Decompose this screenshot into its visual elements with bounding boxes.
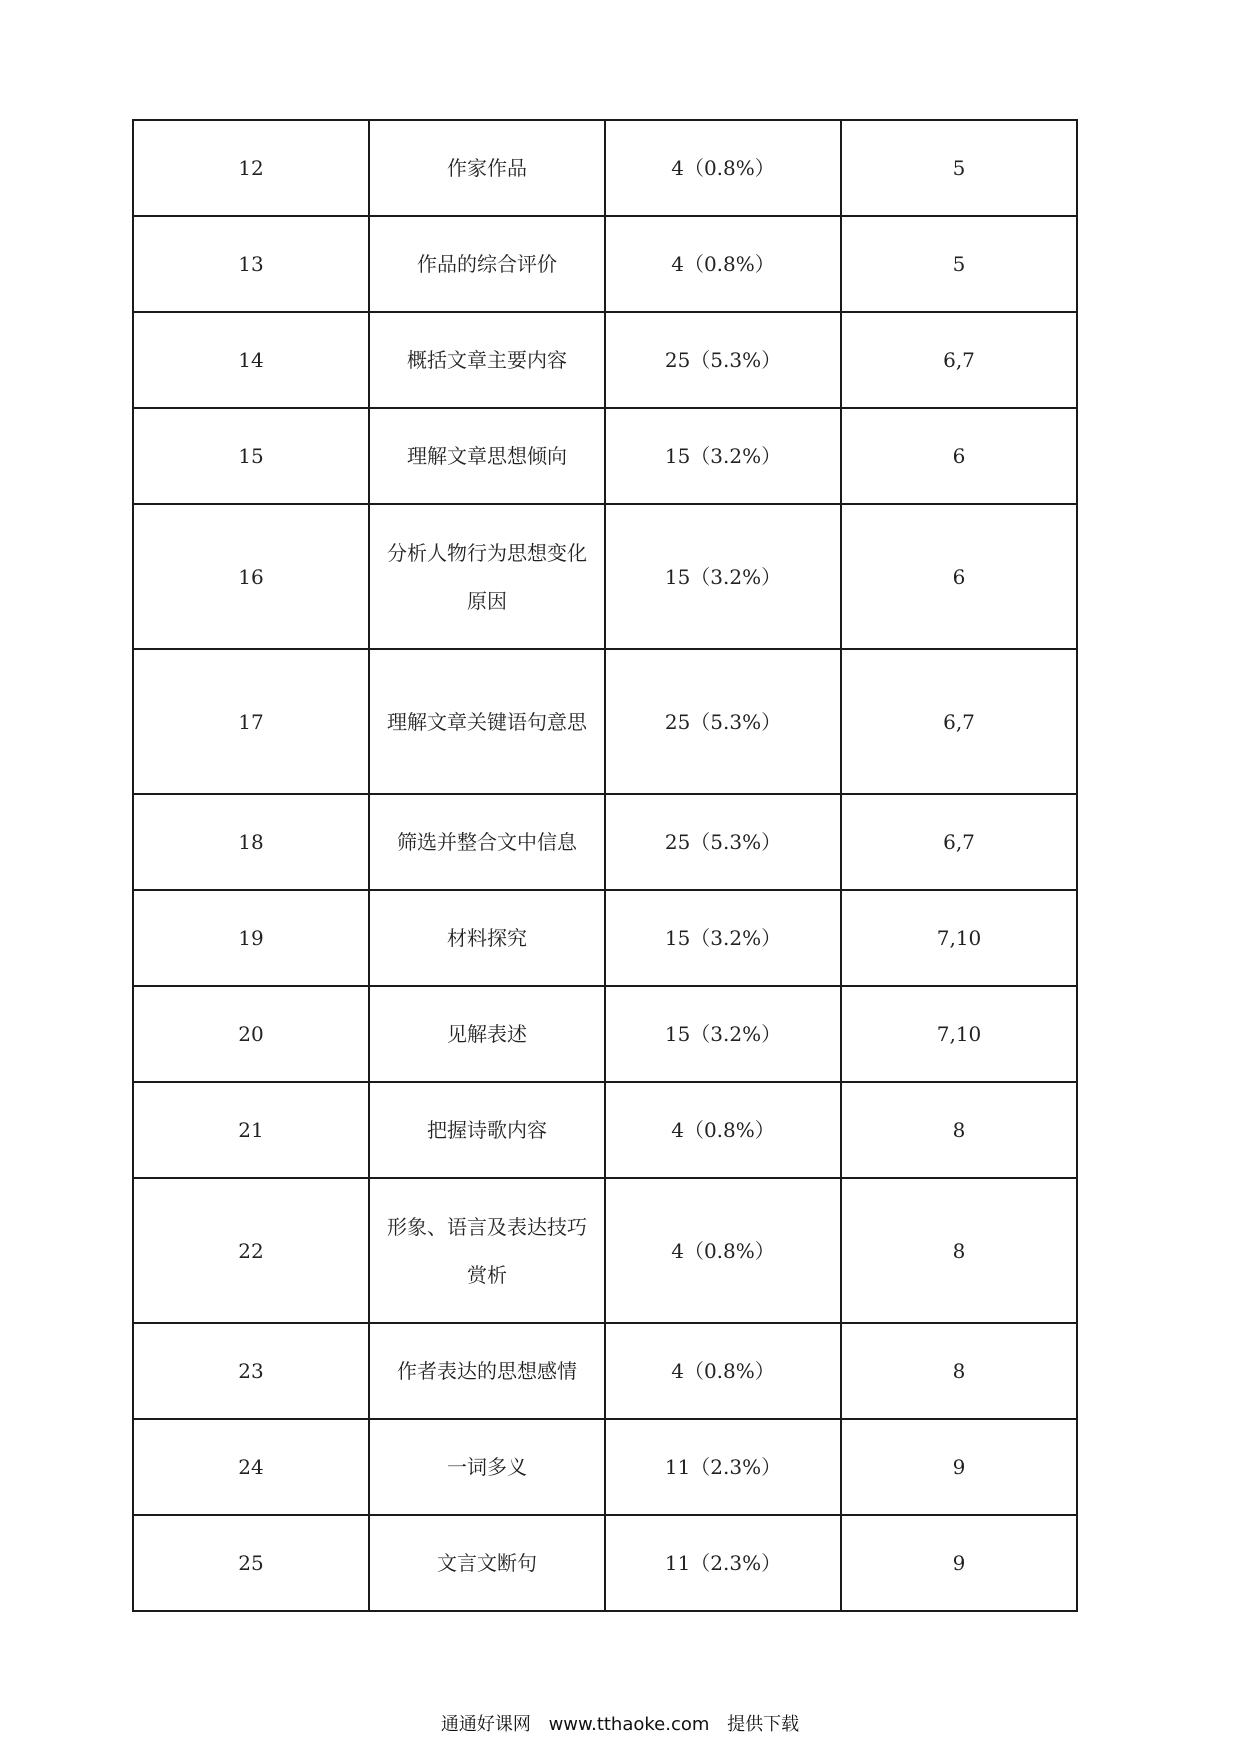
footer-url[interactable]: www.tthaoke.com [548,1714,710,1735]
cell-question-numbers: 8 [841,1323,1077,1419]
cell-question-numbers: 9 [841,1419,1077,1515]
cell-knowledge-item: 材料探究 [369,890,605,986]
cell-knowledge-item: 作家作品 [369,120,605,216]
cell-score: 11（2.3%） [605,1419,841,1515]
cell-knowledge-item: 分析人物行为思想变化原因 [369,504,605,649]
cell-number: 14 [133,312,369,408]
cell-number: 19 [133,890,369,986]
cell-score: 15（3.2%） [605,408,841,504]
cell-question-numbers: 6,7 [841,649,1077,794]
cell-question-numbers: 6 [841,408,1077,504]
cell-knowledge-item: 理解文章关键语句意思 [369,649,605,794]
cell-score: 4（0.8%） [605,120,841,216]
footer-download-text: 提供下载 [727,1714,800,1735]
knowledge-point-table [132,119,1078,1612]
table-row [133,649,1077,794]
table-row [133,986,1077,1082]
cell-score: 25（5.3%） [605,649,841,794]
cell-number: 18 [133,794,369,890]
cell-score: 4（0.8%） [605,216,841,312]
cell-score: 15（3.2%） [605,986,841,1082]
table-row [133,1419,1077,1515]
cell-number: 13 [133,216,369,312]
cell-score: 4（0.8%） [605,1323,841,1419]
cell-knowledge-item: 把握诗歌内容 [369,1082,605,1178]
table-row [133,408,1077,504]
table-row [133,1178,1077,1323]
cell-number: 20 [133,986,369,1082]
table-row [133,890,1077,986]
cell-question-numbers: 7,10 [841,986,1077,1082]
cell-score: 15（3.2%） [605,890,841,986]
cell-number: 12 [133,120,369,216]
table-row [133,1323,1077,1419]
cell-knowledge-item: 作品的综合评价 [369,216,605,312]
cell-question-numbers: 6,7 [841,312,1077,408]
cell-knowledge-item: 理解文章思想倾向 [369,408,605,504]
cell-score: 15（3.2%） [605,504,841,649]
cell-score: 4（0.8%） [605,1082,841,1178]
cell-knowledge-item: 筛选并整合文中信息 [369,794,605,890]
table-row [133,120,1077,216]
cell-number: 22 [133,1178,369,1323]
cell-question-numbers: 7,10 [841,890,1077,986]
cell-score: 25（5.3%） [605,312,841,408]
table-row [133,794,1077,890]
cell-number: 15 [133,408,369,504]
table-row [133,216,1077,312]
cell-number: 16 [133,504,369,649]
cell-question-numbers: 8 [841,1178,1077,1323]
cell-number: 25 [133,1515,369,1611]
cell-question-numbers: 5 [841,216,1077,312]
table-row [133,312,1077,408]
page-footer [0,1710,1240,1736]
cell-number: 17 [133,649,369,794]
cell-knowledge-item: 见解表述 [369,986,605,1082]
cell-number: 24 [133,1419,369,1515]
cell-number: 21 [133,1082,369,1178]
cell-knowledge-item: 一词多义 [369,1419,605,1515]
cell-question-numbers: 6 [841,504,1077,649]
cell-question-numbers: 9 [841,1515,1077,1611]
cell-knowledge-item: 形象、语言及表达技巧赏析 [369,1178,605,1323]
table-row [133,504,1077,649]
cell-score: 11（2.3%） [605,1515,841,1611]
cell-knowledge-item: 概括文章主要内容 [369,312,605,408]
footer-site-name: 通通好课网 [440,1714,531,1735]
cell-knowledge-item: 作者表达的思想感情 [369,1323,605,1419]
cell-question-numbers: 5 [841,120,1077,216]
cell-question-numbers: 6,7 [841,794,1077,890]
table-body [133,120,1077,1611]
table-row [133,1082,1077,1178]
table-row [133,1515,1077,1611]
cell-score: 4（0.8%） [605,1178,841,1323]
cell-question-numbers: 8 [841,1082,1077,1178]
cell-score: 25（5.3%） [605,794,841,890]
cell-number: 23 [133,1323,369,1419]
cell-knowledge-item: 文言文断句 [369,1515,605,1611]
